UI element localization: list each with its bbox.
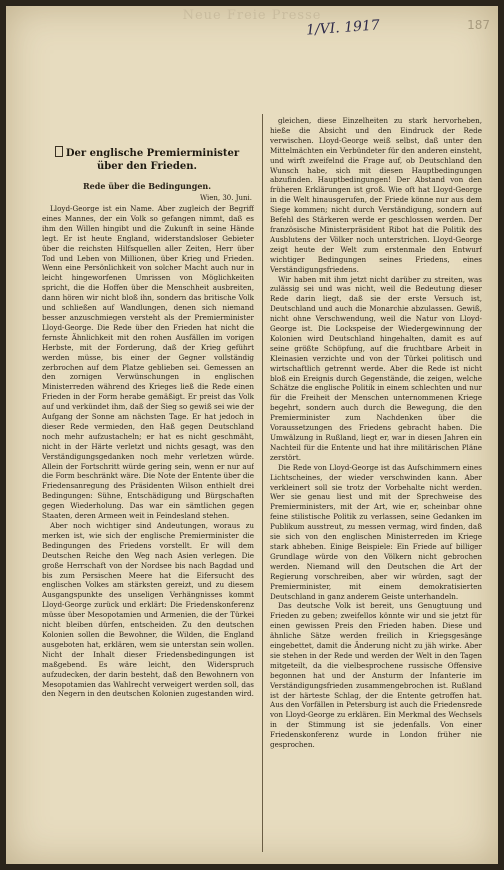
headline-box-mark	[55, 146, 63, 157]
newspaper-clipping	[6, 6, 498, 864]
newspaper-masthead: Neue Freie Presse	[182, 8, 322, 23]
left-column	[42, 204, 254, 840]
paragraph: Das deutsche Volk ist bereit, uns Genugtuung und Frieden zu geben; zweifellos könnte wir und sie jetzt für einen gewissen Preis den Frieden haben. Diese und ähnliche Sätze werden freilich in Kriegsgesänge eingebettet, damit die Änderung nicht zu jäh wirke. Aber sie stehen in der Rede und werden der Welt in den Tagen mitgeteilt, da die vielbesprochene russische Offensive begonnen hat und der Ansturm der Infanterie im Verständigungsfrieden zusammengebrochen ist. Rußland ist der härteste Schlag, der die Entente getroffen hat. Aus den Vorfällen in Petersburg ist auch die Friedensrede von Lloyd-George zu erklären. Ein Merkmal des Wechsels in der Stimmung ist sie jedenfalls. Von einer Friedenskonferenz wurde in London früher nie gesprochen.	[270, 601, 482, 750]
paragraph: Wir haben mit ihm jetzt nicht darüber zu streiten, was zulässig sei und was nicht, weil die Bedeutung dieser Rede darin liegt, daß sie der erste Versuch ist, Deutschland und auch die Monarchie abzulassen. Gewiß, nicht ohne Verschwendung, weil die Natur von Lloyd-George ist. Die Lockspeise der Wiedergewinnung der Kolonien wird Deutschland hingehalten, damit es auf seine größte Schöpfung, auf die fruchtbare Arbeit in Kleinasien verzichte und von der Türkei politisch und wirtschaftlich getrennt werde. Aber die Rede ist nicht bloß ein Ereignis durch Gegenstände, die zeigen, welche Schätze die englische Politik in einem schlechten und nur für die Freiheit der Menschen unternommenen Kriege begehrt, sondern auch durch die Bewegung, die den Premierminister zum Nachdenken über die Voraussetzungen des Friedens gebracht haben. Die Umwälzung in Rußland, liegt er, war in diesen Jahren ein Nachteil für die Entente und hat ihre militärischen Pläne zerstört.	[270, 274, 482, 462]
article-headline	[42, 146, 252, 173]
paragraph: gleichen, diese Einzelheiten zu stark hervorheben, hieße die Absicht und den Eindruck der Rede verwischen. Lloyd-George weiß selbst, daß unter den Mittelmächten ein Verbündeter für den anderen einsteht, und wirft zweifelnd die Frage auf, ob Deutschland den Wunsch habe, sich mit diesen Hauptbedingungen abzufinden. Hauptbedingungen! Der Abstand von den früheren Erklärungen ist groß. Wie oft hat Lloyd-George in die Welt hinausgerufen, der Friede könne nur aus dem Siege kommen; nicht durch Verständigung, sondern auf Befehl des Stärkeren werde er geschlossen werden. Der französische Ministerpräsident Ribot hat die Politik des Ausblutens der Völker noch unterstrichen. Lloyd-George zeigt heute der Welt zum erstenmale den Entwurf wichtiger Bedingungen seines Friedens, eines Verständigungsfriedens.	[270, 116, 482, 274]
paragraph: Aber noch wichtiger sind Andeutungen, woraus zu merken ist, wie sich der englische Premierminister die Bedingungen des Friedens vorstellt. Er will dem Deutschen Reiche den Weg nach Asien verlegen. Die große Herrschaft von der Nordsee bis nach Bagdad und bis zum Persischen Meere hat die Eifersucht des englischen Volkes am stärksten gereizt, und zu diesem Ausgangspunkte des unseligen Verhängnisses kommt Lloyd-George zurück und erklärt: Die Friedenskonferenz müsse über Mesopotamien und Armenien, die der Türkei nicht bleiben dürfen, entscheiden. Zu den deutschen Kolonien sollen die Bewohner, die Wilden, die England ausgeboten hat, erklären, wem sie unterstan sein wollen. Nicht der Inhalt dieser Friedensbedingungen ist maßgebend. Es wäre leicht, den Widerspruch aufzudecken, der darin besteht, daß den Bewohnern von Mesopotamien das Wahlrecht verweigert werden soll, das den Negern in den deutschen Kolonien zugestanden wird.	[42, 521, 254, 699]
paragraph: Lloyd-George ist ein Name. Aber zugleich der Begriff eines Mannes, der ein Volk so gefangen nimmt, daß es ihm den Willen hingibt und die Zukunft in seine Hände legt. Er ist heute England, widerstandsloser Gebieter über die reichsten Hilfsquellen aller Zeiten, Herr über Tod und Leben von Millionen, über Krieg und Frieden. Wenn eine Persönlichkeit von solcher Macht auch nur in leicht hingeworfenen Umrissen von Möglichkeiten spricht, die die Hoffen über die Menschheit ausbreiten, dann hören wir nicht bloß ihn, sondern das britische Volk und schließen auf Wandlungen, denen sich niemand besser anzuschmiegen versteht als der Premierminister Lloyd-George. Die Rede über den Frieden hat nicht die fernste Ähnlichkeit mit den rohen Ausfällen im vorigen Herbste, mit der Forderung, daß der Krieg geführt werden müsse, bis einer der Gegner vollständig zerbrochen auf dem Platze geblieben sei. Gemessen an den zornigen Verwünschungen in englischen Ministerreden während des Krieges ließ die Rede einen Frieden in der Form herabe gemäßigt. Er preist das Volk auf und verkündet ihm, daß der Sieg so gewiß sei wie der Aufgang der Sonne am nächsten Tage. Er hat jedoch in dieser Rede vermieden, den Haß gegen Deutschland noch mehr aufzustacheln; er hat es nicht geschmäht, nicht in der Härte verletzt und nichts gesagt, was den Verständigungsgedanken noch mehr verletzen würde. Allein der Fortschritt würde gering sein, wenn er nur auf die Form beschränkt wäre. Die Note der Entente über die Friedensanregung des Präsidenten Wilson enthielt drei Bedingungen: Sühne, Entschädigung und Bürgschaften gegen Wiederholung. Das war ein sämtlichen gegen Staaten, deren Armeen weit in Feindesland stehen.	[42, 204, 254, 521]
paragraph: Die Rede von Lloyd-George ist das Aufschimmern eines Lichtscheines, der wieder verschwinden kann. Aber verkleinert soll sie trotz der Vorbehalte nicht werden. Wer sie genau liest und mit der Sprechweise des Premierministers, mit der Art, wie er, scheinbar ohne feine stilistische Politik zu verlassen, seine Gedanken im Publikum ausstreut, zu messen vermag, wird finden, daß sie sich von den englischen Ministerreden im Kriege stark abheben. Einige Beispiele: Ein Friede auf billiger Grundlage würde von den Völkern nicht gebrochen werden. Niemand will den Deutschen die Art der Regierung vorschreiben, aber wir würden, sagt der Premierminister, mit einem demokratisierten Deutschland in ganz anderem Geiste unterhandeln.	[270, 462, 482, 601]
article-subheadline: Rede über die Bedingungen.	[82, 181, 212, 191]
column-divider	[262, 114, 263, 852]
headline-text: Der englische Premierminister über den Frieden.	[65, 148, 240, 172]
article-dateline: Wien, 30. Juni.	[199, 194, 252, 202]
archive-number: 187	[467, 18, 490, 32]
right-column	[270, 116, 482, 846]
handwritten-date: 1/VI. 1917	[305, 17, 381, 39]
